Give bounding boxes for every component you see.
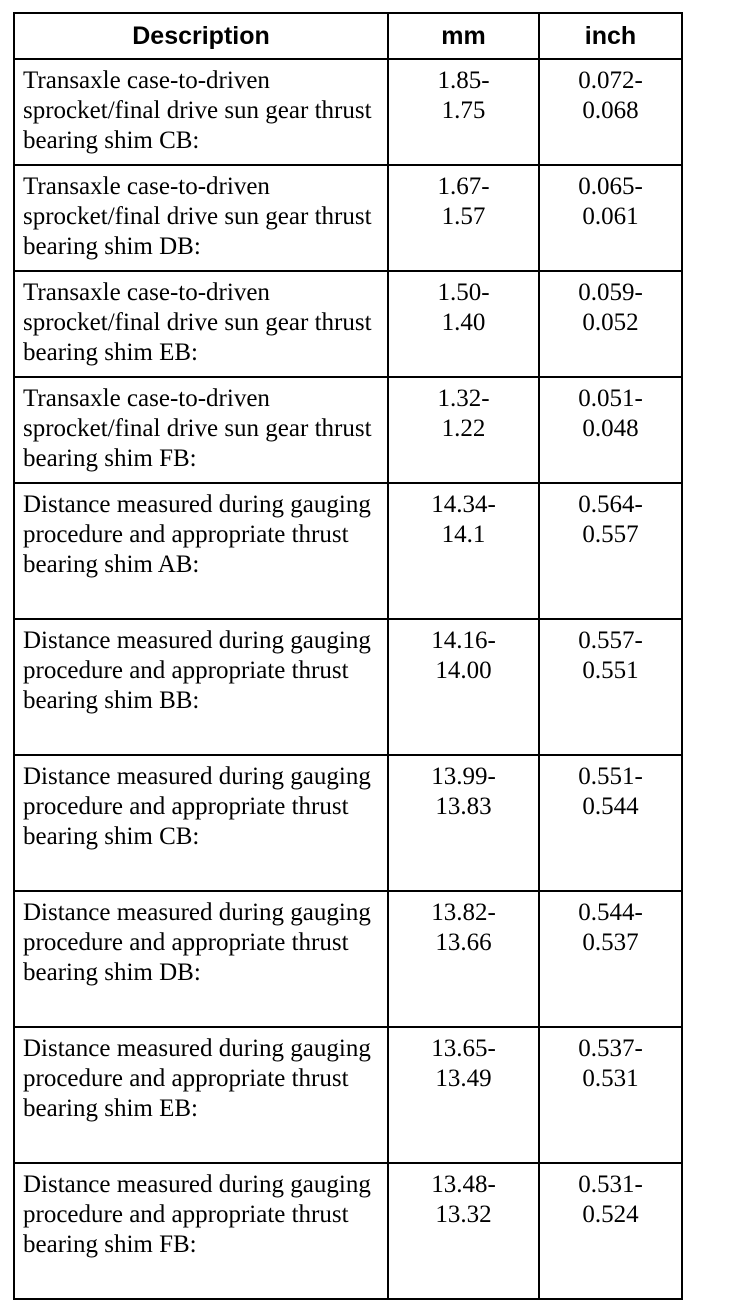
inch-value-lower: 0.551 [582, 657, 639, 684]
mm-value-upper: 1.85- [437, 67, 490, 94]
description-cell: Distance measured during gauging procedure and appropriate thrust bearing shim CB: [14, 755, 388, 891]
inch-value-upper: 0.551- [578, 763, 643, 790]
inch-value-lower: 0.068 [582, 97, 639, 124]
mm-value-lower: 13.32 [435, 1201, 492, 1228]
inch-cell [539, 619, 682, 755]
mm-value-lower: 13.83 [435, 793, 492, 820]
inch-value-upper: 0.544- [578, 899, 643, 926]
description-cell: Distance measured during gauging procedure and appropriate thrust bearing shim EB: [14, 1027, 388, 1163]
table-row [14, 59, 682, 165]
table-row [14, 271, 682, 377]
table-row [14, 483, 682, 619]
inch-value-lower: 0.052 [582, 309, 639, 336]
inch-value-lower: 0.524 [582, 1201, 639, 1228]
description-cell: Distance measured during gauging procedure and appropriate thrust bearing shim FB: [14, 1163, 388, 1299]
mm-cell [388, 377, 539, 483]
table-row [14, 891, 682, 1027]
description-cell: Distance measured during gauging procedure and appropriate thrust bearing shim BB: [14, 619, 388, 755]
inch-cell [539, 1027, 682, 1163]
header-mm: mm [388, 13, 539, 59]
table-row [14, 1027, 682, 1163]
mm-value-lower: 1.75 [441, 97, 486, 124]
mm-value-lower: 1.22 [441, 415, 486, 442]
header-description: Description [14, 13, 388, 59]
mm-cell [388, 1163, 539, 1299]
mm-value-lower: 14.1 [441, 521, 486, 548]
mm-cell [388, 755, 539, 891]
mm-value-upper: 1.50- [437, 279, 490, 306]
description-cell: Distance measured during gauging procedure and appropriate thrust bearing shim AB: [14, 483, 388, 619]
mm-value-upper: 13.99- [431, 763, 496, 790]
inch-value-lower: 0.557 [582, 521, 639, 548]
inch-value-lower: 0.048 [582, 415, 639, 442]
table-row [14, 619, 682, 755]
inch-cell [539, 377, 682, 483]
inch-value-upper: 0.072- [578, 67, 643, 94]
description-cell: Transaxle case-to-driven sprocket/final drive sun gear thrust bearing shim CB: [14, 59, 388, 165]
mm-cell [388, 165, 539, 271]
inch-value-upper: 0.557- [578, 627, 643, 654]
mm-value-lower: 14.00 [435, 657, 492, 684]
inch-cell [539, 271, 682, 377]
mm-cell [388, 891, 539, 1027]
table-row [14, 165, 682, 271]
mm-value-upper: 13.82- [431, 899, 496, 926]
inch-cell [539, 59, 682, 165]
table-row [14, 377, 682, 483]
inch-value-lower: 0.544 [582, 793, 639, 820]
inch-value-lower: 0.537 [582, 929, 639, 956]
description-cell: Transaxle case-to-driven sprocket/final drive sun gear thrust bearing shim FB: [14, 377, 388, 483]
mm-cell [388, 619, 539, 755]
inch-value-lower: 0.061 [582, 203, 639, 230]
header-row [14, 13, 682, 59]
description-cell: Distance measured during gauging procedure and appropriate thrust bearing shim DB: [14, 891, 388, 1027]
mm-value-upper: 14.16- [431, 627, 496, 654]
mm-value-upper: 1.67- [437, 173, 490, 200]
mm-value-upper: 14.34- [431, 491, 496, 518]
description-cell: Transaxle case-to-driven sprocket/final drive sun gear thrust bearing shim DB: [14, 165, 388, 271]
header-inch: inch [539, 13, 682, 59]
inch-value-upper: 0.531- [578, 1171, 643, 1198]
mm-value-lower: 13.49 [435, 1065, 492, 1092]
mm-cell [388, 1027, 539, 1163]
spec-table [13, 12, 683, 1300]
inch-cell [539, 755, 682, 891]
mm-value-upper: 13.48- [431, 1171, 496, 1198]
inch-cell [539, 1163, 682, 1299]
inch-cell [539, 891, 682, 1027]
table-row [14, 1163, 682, 1299]
mm-value-lower: 1.40 [441, 309, 486, 336]
mm-cell [388, 483, 539, 619]
mm-cell [388, 271, 539, 377]
mm-value-lower: 1.57 [441, 203, 486, 230]
inch-value-upper: 0.051- [578, 385, 643, 412]
description-cell: Transaxle case-to-driven sprocket/final drive sun gear thrust bearing shim EB: [14, 271, 388, 377]
inch-value-upper: 0.537- [578, 1035, 643, 1062]
mm-value-upper: 13.65- [431, 1035, 496, 1062]
inch-value-lower: 0.531 [582, 1065, 639, 1092]
inch-value-upper: 0.065- [578, 173, 643, 200]
inch-cell [539, 483, 682, 619]
inch-value-upper: 0.059- [578, 279, 643, 306]
mm-cell [388, 59, 539, 165]
inch-cell [539, 165, 682, 271]
inch-value-upper: 0.564- [578, 491, 643, 518]
mm-value-lower: 13.66 [435, 929, 492, 956]
table-row [14, 755, 682, 891]
mm-value-upper: 1.32- [437, 385, 490, 412]
